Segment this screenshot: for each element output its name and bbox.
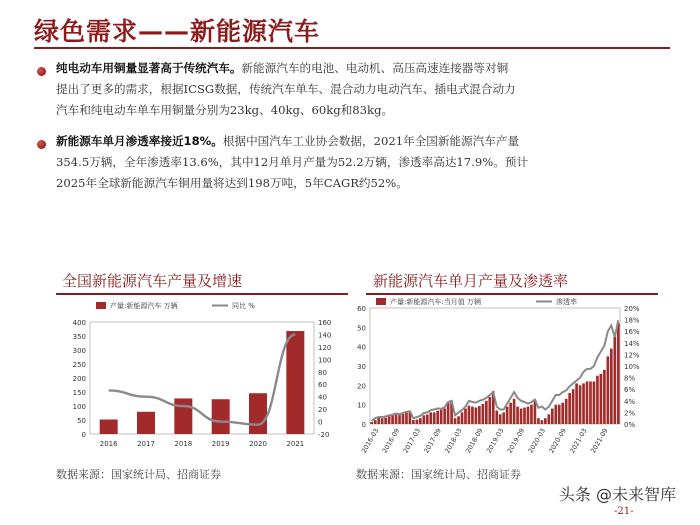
bullet-icon — [37, 67, 46, 76]
page-number: -21- — [614, 506, 634, 517]
x-tick-label: 2019-09 — [505, 427, 527, 455]
bar — [610, 349, 613, 424]
bar — [374, 420, 377, 424]
x-tick-label: 2016 — [99, 440, 118, 448]
bar — [516, 407, 519, 424]
chart-monthly-production — [346, 296, 658, 456]
y-tick-label: 10 — [357, 401, 366, 410]
y-tick-label: 300 — [72, 347, 86, 355]
x-tick-label: 2017-03 — [401, 427, 423, 455]
y2-tick-label: 120 — [318, 343, 332, 352]
y2-tick-label: 4% — [624, 397, 636, 406]
bar — [551, 409, 554, 424]
bar — [426, 415, 429, 424]
y2-tick-label: 40 — [318, 393, 327, 402]
bar — [419, 418, 422, 424]
bar — [475, 408, 478, 424]
bar — [482, 404, 485, 424]
x-tick-label: 2018 — [174, 440, 193, 448]
y2-tick-label: 2% — [624, 409, 636, 418]
bar — [485, 401, 488, 424]
bar — [377, 418, 380, 424]
bar — [603, 370, 606, 424]
y-tick-label: 0 — [361, 421, 366, 429]
y2-tick-label: 10% — [624, 363, 640, 371]
bar — [436, 411, 439, 424]
legend-label: 同比 % — [232, 302, 255, 310]
y-tick-label: 150 — [72, 389, 86, 397]
bar — [370, 422, 373, 424]
x-tick-label: 2018-09 — [464, 427, 485, 455]
y2-tick-label: 14% — [624, 339, 640, 348]
x-tick-label: 2020-09 — [547, 427, 568, 455]
bar — [454, 418, 457, 424]
paragraph-line: 新能源汽车的电池、电动机、高压高速连接器等对铜 — [241, 61, 509, 75]
chart-title-left: 全国新能源汽车产量及增速 — [62, 272, 243, 290]
y-tick-label: 0 — [81, 431, 86, 439]
y-tick-label: 50 — [357, 324, 366, 333]
paragraph-penetration — [56, 131, 656, 194]
bar — [509, 403, 512, 424]
bar — [617, 323, 620, 424]
bar — [548, 414, 551, 424]
paragraph-line: 提出了更多的需求，根据ICSG数据，传统汽车单车、混合动力电动汽车、插电式混合动力 — [56, 82, 516, 96]
bar — [586, 381, 589, 424]
y2-tick-label: 16% — [624, 328, 640, 337]
series-line — [109, 334, 296, 424]
y-tick-label: 30 — [357, 363, 366, 371]
legend-label: 渗透率 — [556, 298, 577, 306]
bar — [596, 376, 599, 424]
chart-source: 数据来源：国家统计局、招商证券 — [56, 468, 221, 481]
y2-tick-label: 18% — [624, 316, 640, 325]
plot-frame — [90, 322, 314, 434]
bar — [582, 383, 585, 424]
paragraph-line: 汽车和纯电动车单车用铜量分别为23kg、40kg、60kg和83kg。 — [56, 103, 394, 117]
x-tick-label: 2020-03 — [526, 427, 548, 455]
y2-tick-label: 20 — [318, 406, 327, 415]
bar — [568, 393, 571, 424]
bar — [554, 405, 557, 424]
bar — [537, 418, 540, 424]
bar — [388, 416, 391, 424]
bar — [523, 408, 526, 424]
y2-tick-label: -20 — [318, 431, 330, 439]
bar — [572, 389, 575, 424]
legend-label: 产量:新能源汽车 万辆 — [110, 302, 178, 310]
y-tick-label: 20 — [357, 382, 366, 391]
y2-tick-label: 80 — [318, 368, 327, 377]
x-tick-label: 2021-03 — [568, 427, 589, 455]
bar — [212, 399, 230, 434]
bar — [461, 412, 464, 424]
x-tick-label: 2018-03 — [443, 427, 464, 455]
bar — [174, 398, 192, 434]
y2-tick-label: 12% — [624, 351, 640, 360]
bar — [429, 412, 432, 424]
legend-swatch — [376, 298, 386, 305]
bar — [402, 414, 405, 424]
y-tick-label: 400 — [72, 319, 86, 327]
x-tick-label: 2019 — [211, 440, 230, 448]
chart-source: 数据来源：国家统计局、招商证券 — [356, 468, 521, 481]
watermark: 头条 @未来智库 — [558, 485, 676, 504]
y-tick-label: 40 — [357, 343, 366, 352]
bar — [589, 381, 592, 424]
y2-tick-label: 140 — [318, 331, 332, 340]
paragraph-line: 根据中国汽车工业协会数据，2021年全国新能源汽车产量 — [222, 134, 520, 148]
legend-label: 产量:新能源汽车:当月值 万辆 — [390, 298, 481, 306]
y-tick-label: 60 — [357, 305, 366, 313]
bar — [506, 407, 509, 424]
bar — [416, 420, 419, 424]
x-tick-label: 2019-03 — [484, 427, 506, 455]
y2-tick-label: 100 — [318, 356, 332, 365]
bar — [398, 415, 401, 424]
y-tick-label: 350 — [72, 333, 86, 341]
chart-annual-production — [56, 296, 348, 456]
x-tick-label: 2017-09 — [422, 427, 443, 455]
bar — [464, 409, 467, 424]
bar — [443, 409, 446, 424]
bar — [579, 385, 582, 424]
paragraph-lead: 纯电动车用铜量显著高于传统汽车。 — [56, 61, 242, 75]
bar — [384, 418, 387, 424]
bar — [495, 410, 498, 424]
bar — [447, 403, 450, 424]
bar — [137, 412, 155, 434]
bar — [600, 374, 603, 424]
bar — [412, 420, 415, 424]
bar — [499, 414, 502, 424]
bar — [478, 406, 481, 424]
bar — [405, 412, 408, 424]
bar — [100, 420, 118, 434]
bullet-icon — [37, 140, 46, 149]
x-tick-label: 2020 — [249, 440, 267, 448]
bar — [502, 412, 505, 424]
paragraph-copper-usage — [56, 58, 656, 121]
y2-tick-label: 160 — [318, 319, 332, 327]
bar — [381, 418, 384, 424]
y2-tick-label: 0% — [624, 421, 636, 429]
bar — [575, 383, 578, 424]
bar — [471, 407, 474, 424]
chart-title-rule — [366, 293, 658, 295]
bar — [593, 381, 596, 424]
y-tick-label: 100 — [72, 403, 86, 411]
bar — [541, 420, 544, 424]
x-tick-label: 2021 — [286, 440, 305, 448]
bar — [561, 403, 564, 424]
bar — [391, 415, 394, 424]
paragraph-line: 354.5万辆，全年渗透率13.6%，其中12月单月产量为52.2万辆，渗透率高达17.9%。预计 — [56, 155, 529, 169]
y2-tick-label: 8% — [624, 374, 636, 383]
legend-swatch — [96, 302, 106, 309]
bar — [558, 405, 561, 424]
bar — [613, 337, 616, 424]
title-divider — [34, 47, 670, 49]
bar — [530, 405, 533, 424]
paragraph-line: 2025年全球新能源汽车铜用量将达到198万吨，5年CAGR约52%。 — [56, 176, 408, 190]
bar — [607, 356, 610, 424]
bar — [468, 406, 471, 424]
x-tick-label: 2021-09 — [589, 427, 610, 455]
y-tick-label: 50 — [77, 417, 86, 425]
y-tick-label: 200 — [72, 375, 86, 383]
bar — [457, 416, 460, 424]
x-tick-label: 2017 — [137, 440, 155, 448]
bar — [513, 399, 516, 424]
page-title: 绿色需求——新能源汽车 — [34, 17, 321, 46]
bar — [440, 410, 443, 425]
chart-title-right: 新能源汽车单月产量及渗透率 — [373, 272, 569, 290]
bar — [286, 331, 304, 434]
bar — [395, 415, 398, 424]
bar — [433, 412, 436, 424]
bar — [249, 393, 267, 434]
y2-tick-label: 60 — [318, 381, 327, 390]
bar — [565, 399, 568, 424]
x-tick-label: 2016-09 — [380, 427, 402, 455]
bar — [488, 397, 491, 424]
x-tick-label: 2016-03 — [359, 427, 381, 455]
y2-tick-label: 6% — [624, 386, 636, 395]
y2-tick-label: 0 — [318, 418, 323, 427]
bar — [423, 415, 426, 424]
chart-title-rule — [56, 293, 348, 295]
paragraph-lead: 新能源车单月渗透率接近18%。 — [56, 134, 223, 148]
y2-tick-label: 20% — [624, 305, 640, 313]
y-tick-label: 250 — [72, 361, 86, 369]
bar — [520, 409, 523, 424]
bar — [544, 418, 547, 424]
bar — [527, 407, 530, 424]
